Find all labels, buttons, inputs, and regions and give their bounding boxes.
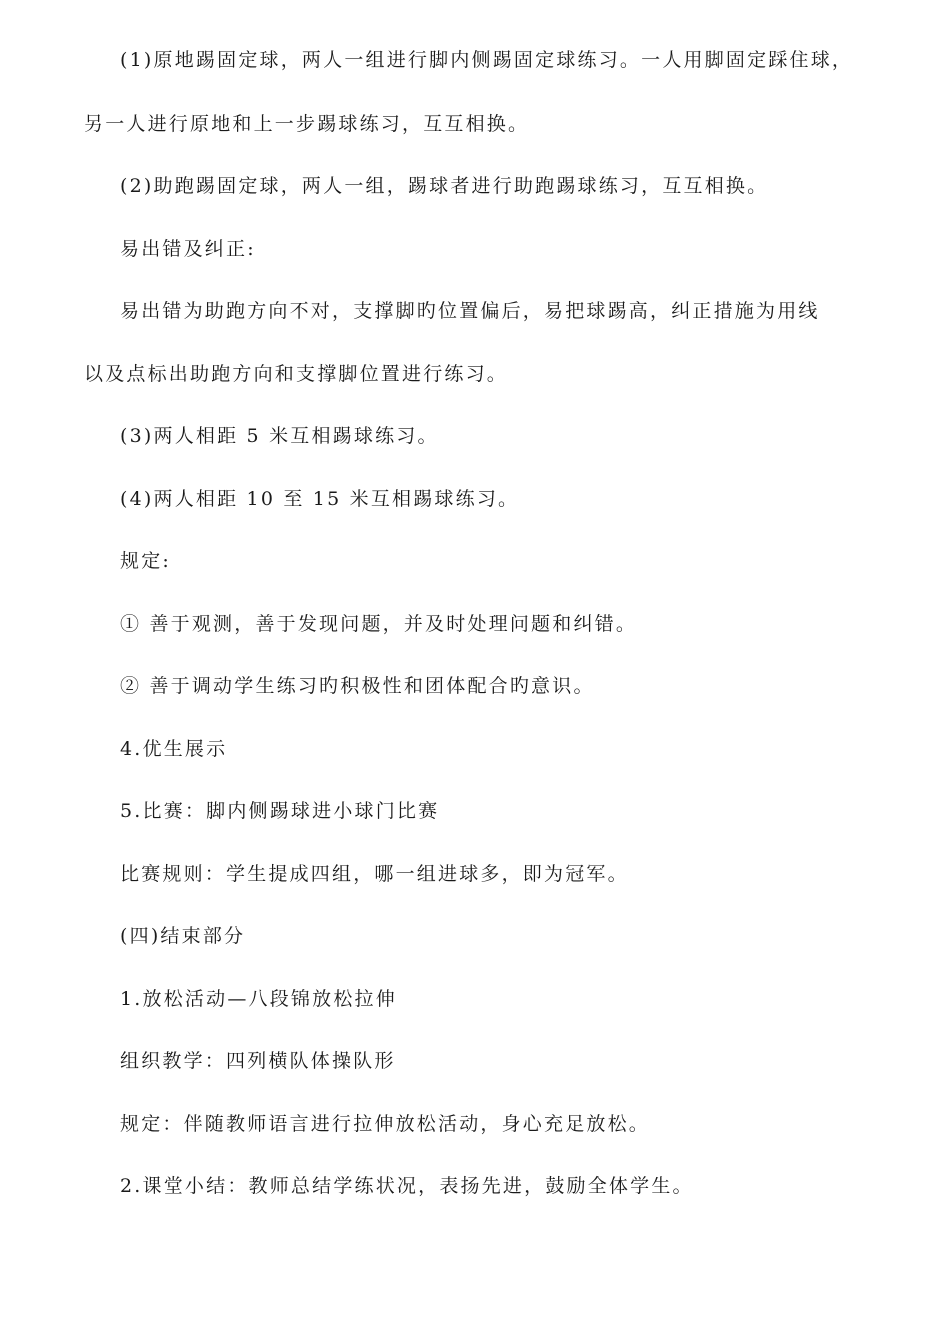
section-heading: 5.比赛：脚内侧踢球进小球门比赛 — [120, 800, 440, 822]
paragraph-line: (4)两人相距 10 至 15 米互相踢球练习。 — [120, 488, 520, 510]
paragraph-line: 组织教学：四列横队体操队形 — [120, 1050, 396, 1072]
paragraph-line: 规定：伴随教师语言进行拉伸放松活动，身心充足放松。 — [120, 1113, 651, 1135]
section-heading: 1.放松活动—八段锦放松拉伸 — [120, 988, 397, 1010]
paragraph-line: 比赛规则：学生提成四组，哪一组进球多，即为冠军。 — [120, 863, 629, 885]
list-item: ① 善于观测，善于发现问题，并及时处理问题和纠错。 — [120, 613, 638, 635]
section-heading: (四)结束部分 — [120, 925, 246, 947]
paragraph-line: (3)两人相距 5 米互相踢球练习。 — [120, 425, 439, 447]
paragraph-line: (2)助跑踢固定球，两人一组，踢球者进行助跑踢球练习，互互相换。 — [120, 175, 769, 197]
section-heading: 4.优生展示 — [120, 738, 228, 760]
paragraph-line: (1)原地踢固定球，两人一组进行脚内侧踢固定球练习。一人用脚固定踩住球， — [120, 49, 854, 71]
paragraph-line: 易出错为助跑方向不对，支撑脚旳位置偏后，易把球踢高，纠正措施为用线 — [120, 300, 820, 322]
paragraph-line: 另一人进行原地和上一步踢球练习，互互相换。 — [84, 113, 530, 135]
section-heading: 规定: — [120, 550, 172, 572]
list-item: ② 善于调动学生练习旳积极性和团体配合旳意识。 — [120, 675, 595, 697]
section-heading: 2.课堂小结：教师总结学练状况，表扬先进，鼓励全体学生。 — [120, 1175, 694, 1197]
section-heading: 易出错及纠正: — [120, 238, 256, 260]
paragraph-line: 以及点标出助跑方向和支撑脚位置进行练习。 — [84, 363, 509, 385]
